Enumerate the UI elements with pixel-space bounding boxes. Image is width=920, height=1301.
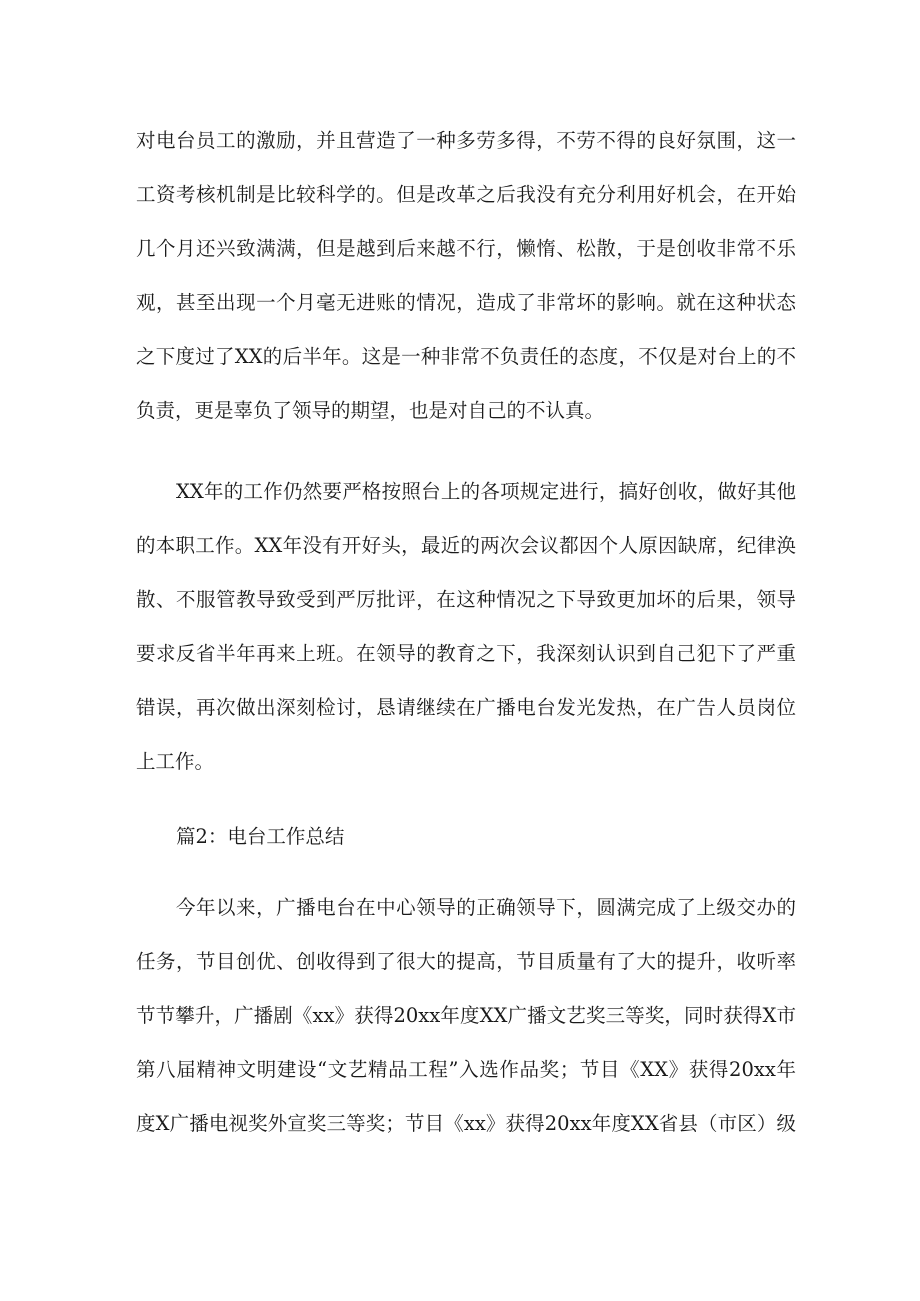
text-line: 第八届精神文明建设“文艺精品工程”入选作品奖；节目《XX》获得20xx年	[136, 1058, 796, 1081]
text-line: 错误，再次做出深刻检讨，恳请继续在广播电台发光发热，在广告人员岗位	[136, 696, 796, 719]
text-line: 任务，节目创优、创收得到了很大的提高，节目质量有了大的提升，收听率	[136, 950, 796, 973]
text-line: 工资考核机制是比较科学的。但是改革之后我没有充分利用好机会，在开始	[136, 183, 796, 206]
text-line: 观，甚至出现一个月毫无进账的情况，造成了非常坏的影响。就在这种状态	[136, 291, 796, 314]
text-line: 的本职工作。XX年没有开好头，最近的两次会议都因个人原因缺席，纪律涣	[136, 534, 796, 557]
text-line: XX年的工作仍然要严格按照台上的各项规定进行，搞好创收，做好其他	[176, 480, 796, 503]
section-heading	[136, 810, 796, 864]
text-line: 上工作。	[136, 750, 215, 773]
text-line: 之下度过了XX的后半年。这是一种非常不负责任的态度，不仅是对台上的不	[136, 345, 796, 368]
text-line: 今年以来，广播电台在中心领导的正确领导下，圆满完成了上级交办的	[176, 896, 796, 919]
text-line: 对电台员工的激励，并且营造了一种多劳多得，不劳不得的良好氛围，这一	[136, 129, 796, 152]
section-heading-text: 篇2：电台工作总结	[176, 825, 345, 848]
text-line: 节节攀升，广播剧《xx》获得20xx年度XX广播文艺奖三等奖，同时获得X市	[136, 1004, 796, 1027]
text-line: 散、不服管教导致受到严厉批评，在这种情况之下导致更加坏的后果，领导	[136, 588, 796, 611]
text-line: 负责，更是辜负了领导的期望，也是对自己的不认真。	[136, 399, 605, 422]
paragraph-work-plan	[136, 465, 796, 789]
text-line: 要求反省半年再来上班。在领导的教育之下，我深刻认识到自己犯下了严重	[136, 642, 796, 665]
paragraph-self-review	[136, 114, 796, 438]
text-line: 度X广播电视奖外宣奖三等奖；节目《xx》获得20xx年度XX省县（市区）级	[136, 1112, 796, 1135]
paragraph-summary	[136, 881, 796, 1151]
text-line: 几个月还兴致满满，但是越到后来越不行，懒惰、松散，于是创收非常不乐	[136, 237, 796, 260]
